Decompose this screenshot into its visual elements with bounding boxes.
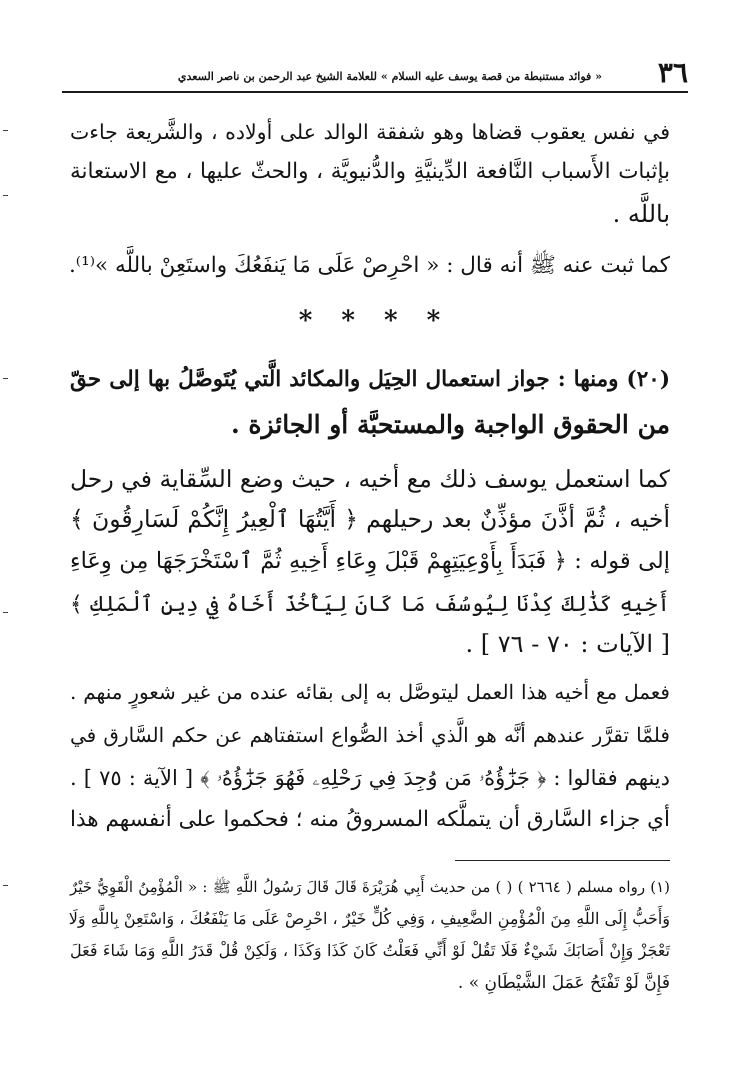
body-line: فلمَّا تقرَّر عندهم أنَّه هو الَّذي أخذ الصُّواع استفتاهم عن حكم السَّارق في bbox=[70, 723, 670, 747]
body-line: كما استعمل يوسف ذلك مع أخيه ، حيث وضع السِّقاية في رحل bbox=[70, 465, 670, 493]
page-number: ٣٦ bbox=[657, 56, 688, 89]
margin-mark bbox=[3, 885, 8, 886]
margin-mark bbox=[3, 612, 8, 613]
body-line: بإثبات الأَسباب النَّافعة الدِّينيَّةِ والدُّنيويَّة ، والحثّ عليها ، مع الاستعانة bbox=[70, 159, 670, 184]
body-line: إلى قوله : ﴿ فَبَدَأَ بِأَوْعِيَتِهِمْ قَبْلَ وِعَاءِ أَخِيهِ ثُمَّ ٱسْتَخْرَجَهَا مِن وِعَاءِ bbox=[70, 548, 670, 574]
section-heading: من الحقوق الواجبة والمستحبَّة أو الجائزة . bbox=[230, 410, 670, 439]
footnote-line: فَإِنَّ لَوْ تَفْتَحُ عَمَلَ الشَّيْطَانِ » . bbox=[457, 973, 670, 993]
margin-mark bbox=[3, 378, 8, 379]
footnote-rule bbox=[455, 860, 670, 861]
body-line: باللَّه . bbox=[612, 200, 670, 228]
header-rule bbox=[62, 91, 688, 93]
footnote-line: تَعْجَزْ وَإِنْ أَصَابَكَ شَيْءٌ فَلَا تَقُلْ لَوْ أَنِّي فَعَلْتُ كَانَ كَذَا وَكَذَا ، وَلَكِنْ قُلْ قَدَرُ اللَّهِ وَمَا شَاءَ فَعَلَ bbox=[70, 941, 670, 960]
margin-mark bbox=[3, 130, 8, 131]
body-line: أَخِيهِ كَذَٰلِكَ كِدْنَا لِيُوسُفَ مَا كَانَ لِيَأْخُذَ أَخَاهُ فِي دِينِ ٱلْمَلِكِ ﴾ bbox=[70, 592, 670, 617]
section-separator: * * * * bbox=[298, 306, 451, 336]
section-heading: (٢٠) ومنها : جواز استعمال الحِيَل والمكائد الَّتي يُتَوصَّلُ بها إلى حقّ bbox=[70, 367, 670, 392]
body-line: [ الآيات : ٧٠ - ٧٦ ] . bbox=[465, 630, 670, 658]
body-line: فعمل مع أخيه هذا العمل ليتوصَّل به إلى بقائه عنده من غير شعورٍ منهم . bbox=[70, 680, 670, 704]
body-line: أخيه ، ثُمَّ أذَّنَ مؤذِّنٌ بعد رحيلهم ﴿ أَيَّتُهَا ٱلْعِيرُ إِنَّكُمْ لَسَارِقُونَ ﴾ bbox=[70, 505, 670, 533]
running-title: « فوائد مستنبطة من قصة يوسف عليه السلام » للعلامة الشيخ عبد الرحمن بن ناصر السعدي bbox=[177, 70, 602, 83]
body-line: دينهم فقالوا : ﴿ جَزَٰٓؤُهُۥ مَن وُجِدَ فِي رَحْلِهِۦ فَهُوَ جَزَٰٓؤُهُۥ ﴾ [ الآية : ٧٥ ] . bbox=[70, 766, 670, 790]
footnote-line: وَأَحَبُّ إِلَى اللَّهِ مِنَ الْمُؤْمِنِ الضَّعِيفِ ، وَفِي كُلٍّ خَيْرٌ ، احْرِصْ عَلَى مَا يَنْفَعُكَ ، وَاسْتَعِنْ بِاللَّهِ وَلَا bbox=[68, 909, 670, 928]
page-header bbox=[62, 56, 688, 90]
margin-mark bbox=[3, 195, 8, 196]
body-line: في نفس يعقوب قضاها وهو شفقة الوالد على أولاده ، والشَّريعة جاءت bbox=[70, 120, 670, 144]
body-line: أي جزاء السَّارق أن يتملَّكه المسروقُ منه ؛ فحكموا على أنفسهم هذا bbox=[70, 807, 670, 832]
footnote-line: (١) رواه مسلم ( ٢٦٦٤ ) ( ) من حديث أَبِي هُرَيْرَةَ قَالَ قَالَ رَسُولُ اللَّهِ ﷺ : « الْمُؤْمِنُ الْقَوِيُّ خَيْرٌ bbox=[70, 878, 671, 896]
body-line: كما ثبت عنه ﷺ أنه قال : « احْرِصْ عَلَى مَا يَنفَعُكَ واستَعِنْ باللَّه »⁽¹⁾. bbox=[68, 253, 670, 278]
